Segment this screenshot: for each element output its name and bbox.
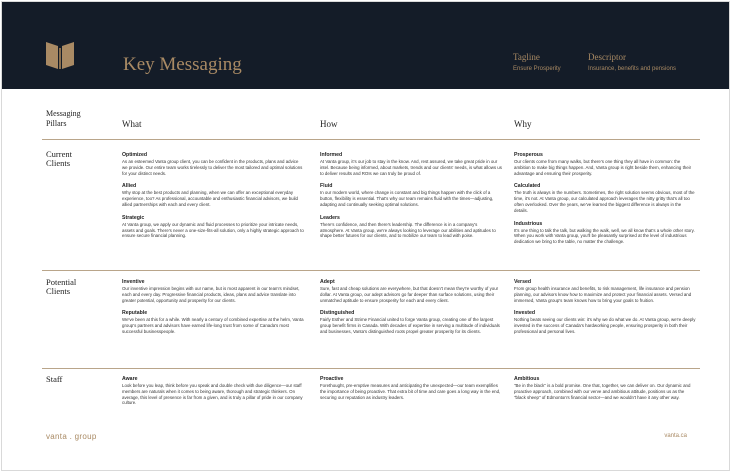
message-body: Forethought, pre-emptive measures and anticipating the unexpected—our team exemplifies the importance of being proactive. That extra bit of time and care goes a long way in the end, securing our reputation as industry leaders. [320, 383, 501, 400]
message-block [514, 221, 696, 245]
message-block [514, 376, 696, 400]
message-body: Why stop at the best products and planning, when we can offer an exceptional everyday experience, too? As professional, accountable and enthusiastic financial advisors, we build allied partnerships with each and every client. [122, 190, 298, 207]
message-block [514, 183, 696, 213]
message-title: Adept [320, 279, 335, 285]
message-block [320, 376, 502, 400]
message-title: Strategic [122, 214, 145, 221]
message-title: Inventive [122, 279, 145, 285]
message-title: Distinguished [320, 310, 355, 317]
row-divider [42, 368, 700, 369]
message-body: Sure, fast and cheap solutions are everywhere, but that doesn't mean they're worthy of your dollar. At Vanta group, our adept advisors go far deeper than surface solutions, using their unmatched aptitude to ensure prosperity for each and every client. [320, 286, 499, 303]
message-block [122, 279, 304, 303]
message-block [514, 152, 696, 176]
tagline-label: Tagline [513, 52, 540, 62]
message-block [122, 152, 304, 176]
row-divider [42, 139, 700, 140]
message-body: Fairly Esther and Strime Financial united to forge Vanta group, creating one of the largest group benefit firms in Canada. With decades of expertise in serving a multitude of individuals and businesses, Vanta's distinguished roots propel greater prosperity for its clients. [320, 317, 500, 334]
message-body: "Be in the black" is a bold promise. One that, together, we can deliver on. Our dynamic and proactive approach, combined with our verve and ambitious attitude, positions us as the "black sheep" of Edmonton's financial sector—and we wouldn't have it any other way. [514, 383, 691, 400]
message-body: Look before you leap, think before you speak and double check with due diligence—our staff members are naturals when it comes to being aware, thorough and strategic thinkers. On average, this level of presence is far from a given, and is truly a pillar of pride in our company culture. [122, 383, 303, 406]
cell-current-what [122, 152, 304, 246]
row-divider [42, 270, 700, 271]
cell-current-how [320, 152, 502, 246]
message-body: It's one thing to talk the talk, but walking the walk, well, we all know that's a whole other story. When you work with Vanta group, you'll be pleasantly surprised at the level of industrious dedication we bring to the table, no matter the challenge. [514, 227, 695, 245]
message-title: Prosperous [514, 152, 543, 158]
footer-brand: vanta . group [46, 432, 97, 441]
message-block [122, 376, 304, 406]
cell-potential-what [122, 279, 304, 342]
column-header-what: What [122, 119, 142, 129]
message-body: In our modern world, where change is constant and big things happen with the click of a button, flexibility is essential. That's why our team remains fluid with the times—adjusting, adapting and continually seeking optimal solutions. [320, 190, 494, 207]
message-title: Calculated [514, 183, 541, 190]
message-body: Our clients come from many walks, but there's one thing they all have in common: the ambition to make big things happen. And, Vanta group is right beside them, enhancing their advantage and ensuring their prosperity. [514, 159, 692, 176]
cell-potential-why [514, 279, 696, 342]
message-title: Aware [122, 376, 138, 382]
column-header-how: How [320, 119, 338, 129]
message-title: Optimized [122, 152, 148, 158]
message-body: We've been at this for a while. With nearly a century of combined expertise at the helm, Vanta group's partners and advisors have earned life-long trust from some of Canada's most successful businesspeople. [122, 317, 304, 334]
tagline-value: Ensure Prosperity [513, 66, 561, 72]
open-book-icon [45, 40, 75, 70]
message-title: Invested [514, 310, 536, 317]
message-block [320, 152, 502, 176]
message-title: Versed [514, 279, 532, 285]
message-title: Allied [122, 183, 137, 190]
cell-potential-how [320, 279, 502, 342]
cell-current-why [514, 152, 696, 252]
pillar-current-clients: Current Clients [46, 149, 72, 168]
message-body: From group health insurance and benefits, to risk management, life insurance and pension planning, our advisors know how to maximize and protect your financial assets. Versed and immersed, Vanta group's team knows how to bring your goals to fruition. [514, 286, 692, 303]
page-title: Key Messaging [123, 54, 242, 75]
message-block [320, 215, 502, 239]
message-body: At Vanta group, we apply our dynamic and fluid processes to prioritize your intricate needs, assets and goals. There's never a one-size-fits-all solution, only a highly strategic approach to ensure secure financial planning. [122, 221, 304, 239]
message-body: Nothing beats seeing our clients win: it's why we do what we do. At Vanta group, we're deeply invested in the success of Canada's hardworking people, ensuring prosperity in both their professional and personal lives. [514, 317, 696, 334]
footer-website-link[interactable]: vanta.ca [664, 433, 687, 439]
pillars-column-header: Messaging Pillars [46, 109, 81, 128]
message-block [320, 183, 502, 207]
message-title: Proactive [320, 376, 344, 382]
cell-staff-why [514, 376, 696, 407]
message-block [320, 279, 502, 303]
message-body: At Vanta group, it's our job to stay in the know. And, rest assured, we take great pride in our intel. Because being informed, about markets, trends and our clients' needs, is what allows us to deliver results and ROIs we can truly be proud of. [320, 159, 502, 176]
message-body: As an esteemed Vanta group client, you can be confident in the products, plans and advice we provide. Our entire team works tirelessly to deliver the most tailored and optimal solutions for your distinct needs. [122, 159, 303, 176]
header-banner [2, 2, 730, 89]
descriptor-value: Insurance, benefits and pensions [588, 66, 677, 72]
message-block [514, 310, 696, 334]
message-block [122, 215, 304, 239]
page [1, 1, 730, 471]
cell-staff-what [122, 376, 304, 413]
message-title: Ambitious [514, 376, 540, 382]
message-block [320, 310, 502, 334]
message-body: Our inventive impression begins with our name, but is most apparent in our team's mindset, each and every day. Progressive financial products, ideas, plans and advice translate into greater potential, opportunity and prosperity for our clients. [122, 286, 300, 303]
message-block [514, 279, 696, 303]
pillar-potential-clients: Potential Clients [46, 277, 77, 296]
message-title: Reputable [122, 310, 148, 317]
message-body: There's confidence, and then there's leadership. The difference is in a company's atmosphere. At Vanta group, we're always looking to leverage our abilities and aptitudes to shape better futures for our clients, and to mobilize our team to lead with poise. [320, 221, 496, 239]
message-title: Leaders [320, 214, 340, 221]
pillar-staff: Staff [46, 374, 63, 384]
message-title: Informed [320, 152, 343, 158]
message-block [122, 310, 304, 334]
message-title: Fluid [320, 183, 333, 190]
cell-staff-how [320, 376, 502, 407]
column-header-why: Why [514, 119, 532, 129]
message-body: The truth is always in the numbers. Sometimes, the right solution seems obvious, most of the time, it's not. At Vanta group, our calculated approach leverages the nitty gritty that's all too often overlooked. Over the years, we've learned the biggest difference is always in the details. [514, 190, 695, 213]
descriptor-label: Descriptor [588, 52, 626, 62]
message-title: Industrious [514, 220, 543, 227]
message-block [122, 183, 304, 207]
